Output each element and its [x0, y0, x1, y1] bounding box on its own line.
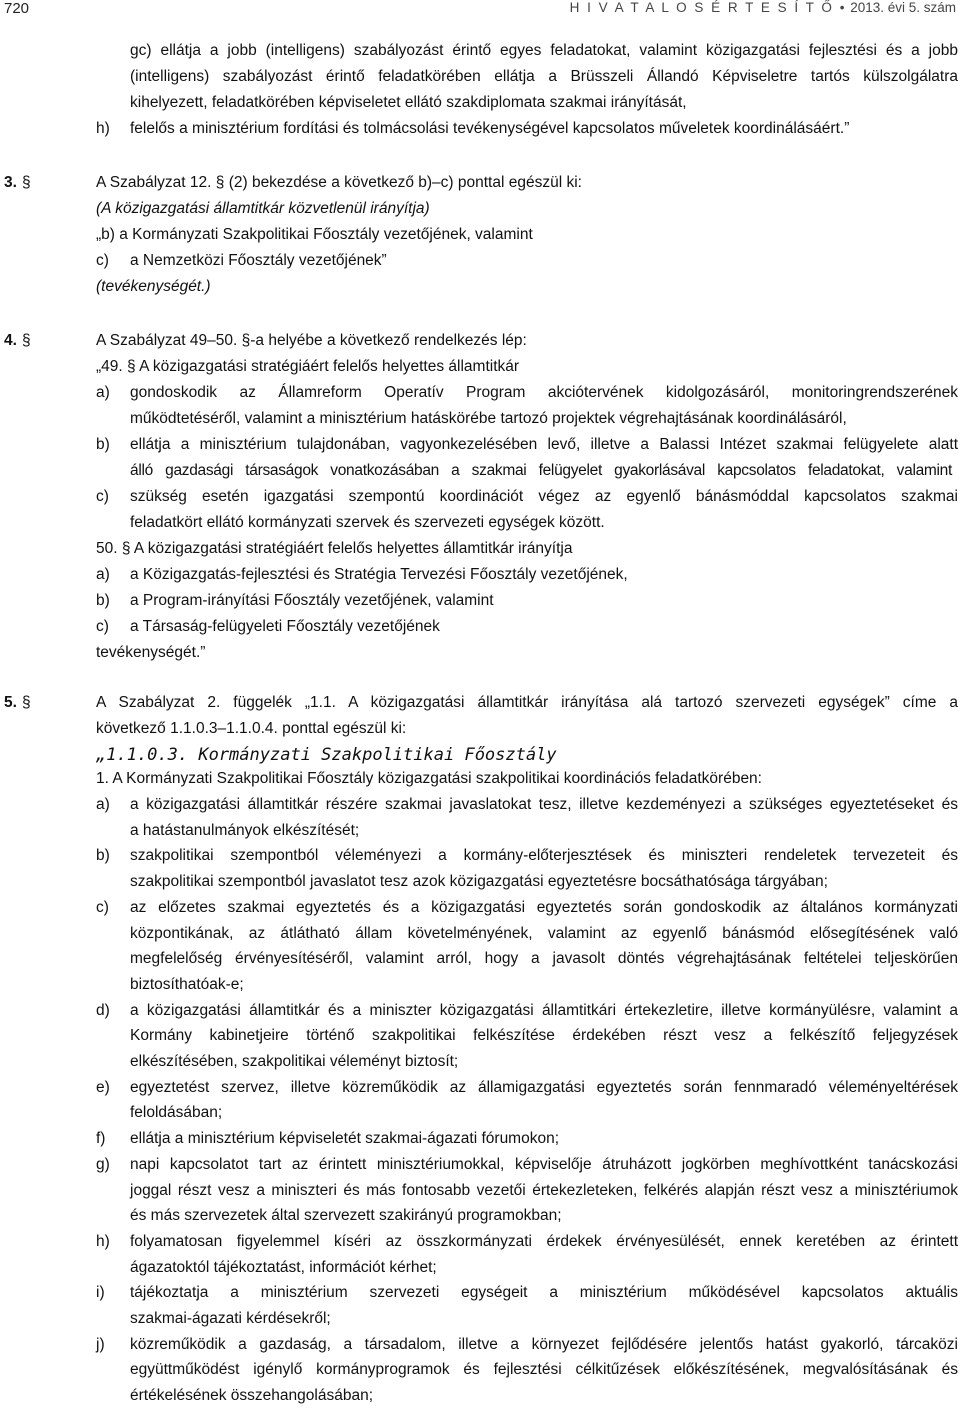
text-line: a Nemzetközi Főosztály vezetőjének” [130, 252, 387, 269]
text-line: szakpolitikai szempontból véleményezi a kormány-előterjesztések és miniszteri rendeletek tervezeteit és [130, 847, 958, 865]
text-line: (tevékenységét.) [96, 278, 211, 295]
page-header [0, 0, 960, 20]
text-line: szakmai-ágazati kérdésekről; [130, 1310, 331, 1327]
text-line: a Közigazgatás-fejlesztési és Stratégia Tervezési Főosztály vezetőjének, [130, 566, 628, 583]
text-line: biztosíthatóak-e; [130, 975, 244, 993]
section-number: 4. [4, 332, 17, 349]
journal-name: H I V A T A L O S É R T E S Í T Ő [569, 0, 834, 15]
text-line: joggal részt vesz a miniszteri és más fontosabb vezetői értekezleteken, felkérés alapján részt vesz a minisztériumok [130, 1181, 958, 1199]
text-line: (intelligens) szabályozást érintő feladatkörében ellátja a Brüsszeli Állandó Képviseletre tartós külszolgálatra [130, 68, 958, 85]
text-line: A Szabályzat 2. függelék „1.1. A közigazgatási államtitkár irányítása alá tartozó szervezeti egységek” címe a [96, 694, 958, 711]
item-label: a) [96, 384, 110, 401]
section-sign: § [22, 694, 31, 711]
text-line: feladatkört ellátó kormányzati szervek és szervezeti egységek között. [130, 514, 605, 531]
text-line: az előzetes szakmai egyeztetés és a közigazgatási egyeztetés során gondoskodik az általános kormányzati [130, 898, 958, 916]
text-line: napi kapcsolatot tart az érintett minisztériumokkal, képviselője átruházott jogkörben meghívottként tanácskozási [130, 1155, 958, 1173]
item-label: c) [96, 618, 109, 635]
text-line: ellátja a minisztérium képviseletét szakmai-ágazati fórumokon; [130, 1130, 560, 1148]
item-label: c) [96, 252, 109, 269]
item-label: b) [96, 847, 110, 865]
text-line: a hatástanulmányok elkészítését; [130, 821, 360, 839]
text-line: szakpolitikai szempontból javaslatot tesz azok közigazgatási egyeztetésre bocsáthatóságа tárgyában; [130, 873, 828, 891]
item-label: h) [96, 120, 110, 137]
section-sign: § [22, 332, 31, 349]
text-line: álló gazdasági társaságok vonatkozásában a szakmai felügyelet gyakorlásával kapcsolatos feladatokat, valamint [130, 462, 952, 479]
text-line: felelős a minisztérium fordítási és tolmácsolási tevékenységével kapcsolatos műveletek koordinálásáért.” [130, 120, 850, 137]
text-line: tevékenységét.” [96, 644, 206, 661]
bullet-separator: • [839, 0, 845, 15]
text-line: elkészítésében, szakpolitikai véleményt biztosít; [130, 1053, 459, 1070]
text-line: a Program-irányítási Főosztály vezetőjének, valamint [130, 592, 494, 609]
text-line: feloldásában; [130, 1104, 223, 1122]
text-line: a közigazgatási államtitkár és a miniszter közigazgatási államtitkári értekezletire, illetve kormányülésre, valamint a [130, 1001, 958, 1019]
text-line: folyamatosan figyelemmel kíséri az összkormányzati érdekek érvényesülését, ennek keretében az érintett [130, 1232, 958, 1250]
text-line: ellátja a minisztérium tulajdonában, vagyonkezelésében levő, illetve a Balassi Intézet szakmai felügyelete alatt [130, 436, 958, 453]
item-label: d) [96, 1001, 110, 1019]
text-line: a Társaság-felügyeleti Főosztály vezetőjének [130, 618, 440, 635]
item-label: c) [96, 488, 109, 505]
item-label: g) [96, 1155, 110, 1173]
section-number: 3. [4, 174, 17, 191]
item-label: e) [96, 1078, 110, 1096]
item-label: j) [96, 1335, 105, 1353]
text-line: „b) a Kormányzati Szakpolitikai Főosztály vezetőjének, valamint [96, 226, 533, 243]
section-number: 5. [4, 694, 17, 711]
text-line: ágazatoktól tájékoztatást, információt kérhet; [130, 1258, 437, 1276]
text-line: közreműködik a gazdaság, a társadalom, illetve a környezet fejlődésére jelentős hatást gyakorló, tárcaközi [130, 1335, 958, 1353]
text-line: tájékoztatja a minisztérium szervezeti egységeit a minisztérium működésével kapcsolatos aktuális [130, 1284, 958, 1302]
text-line: (A közigazgatási államtitkár közvetlenül irányítja) [96, 200, 430, 217]
page-number: 720 [4, 0, 30, 17]
text-line: következő 1.1.0.3–1.1.0.4. ponttal egészül ki: [96, 720, 407, 737]
text-line: megfelelőség érvényesítéséről, valamint arról, hogy a javasolt döntés végrehajtásának feltételei teljeskörűen [130, 950, 958, 968]
text-line: gondoskodik az Államreform Operatív Program akciótervének kidolgozásáról, monitoringrendszerének [130, 384, 958, 401]
text-line: értékelésének összehangolásában; [130, 1387, 374, 1405]
text-line: kihelyezett, feladatkörében képviseletet ellátó szakdiplomata szakmai irányítását, [130, 94, 687, 111]
issue-label: 2013. évi 5. szám [850, 0, 956, 15]
text-line: A Szabályzat 49–50. §-a helyébe a következő rendelkezés lép: [96, 332, 527, 349]
text-line: egyeztetést szervez, illetve közreműködik az államigazgatási egyeztetés során fennmaradó véleményeltérések [130, 1078, 958, 1096]
text-line: együttműködést igénylő kormányprogramok és fejlesztési célkitűzések előkészítésének, megvalósításának és [130, 1361, 958, 1379]
item-label: i) [96, 1284, 105, 1302]
text-line: a közigazgatási államtitkár részére szakmai javaslatokat tesz, illetve kezdeményezi a szükséges egyeztetéseket és [130, 796, 958, 813]
item-label: h) [96, 1232, 110, 1250]
text-line: és más szervezetek által szervezett szakirányú programokban; [130, 1207, 562, 1225]
item-label: a) [96, 566, 110, 583]
text-line: működtetéséről, valamint a minisztérium hatáskörébe tartozó projektek végrehajtásának koordinálásáról, [130, 410, 847, 427]
section-sign: § [22, 174, 31, 191]
text-line: gc) ellátja a jobb (intelligens) szabályozást érintő egyes feladatokat, valamint közigazgatási fejlesztési és a jobb [130, 42, 958, 59]
text-line: A Szabályzat 12. § (2) bekezdése a következő b)–c) ponttal egészül ki: [96, 174, 582, 191]
text-line: szükség esetén igazgatási szempontú koordinációt végez az egyenlő bánásmóddal kapcsolatos szakmai [130, 488, 958, 505]
subsection-title: „1.1.0.3. Kormányzati Szakpolitikai Főosztály [96, 745, 557, 765]
text-line: 50. § A közigazgatási stratégiáért felelős helyettes államtitkár irányítja [96, 540, 573, 557]
text-line: Kormány kabinetjeire történő szakpolitikai felkészítése érdekében részt vesz a felkészítő feljegyzések [130, 1027, 958, 1045]
item-label: f) [96, 1130, 106, 1148]
text-line: „49. § A közigazgatási stratégiáért felelős helyettes államtitkár [96, 358, 520, 375]
journal-title [570, 0, 956, 15]
text-line: központikának, az átlátható állam követelményének, valamint az egyenlő bánásmód elősegítésének való [130, 924, 958, 942]
item-label: b) [96, 592, 110, 609]
item-label: b) [96, 436, 110, 453]
item-label: c) [96, 898, 109, 916]
text-line: 1. A Kormányzati Szakpolitikai Főosztály közigazgatási szakpolitikai koordinációs feladatkörében: [96, 770, 762, 787]
item-label: a) [96, 796, 110, 813]
